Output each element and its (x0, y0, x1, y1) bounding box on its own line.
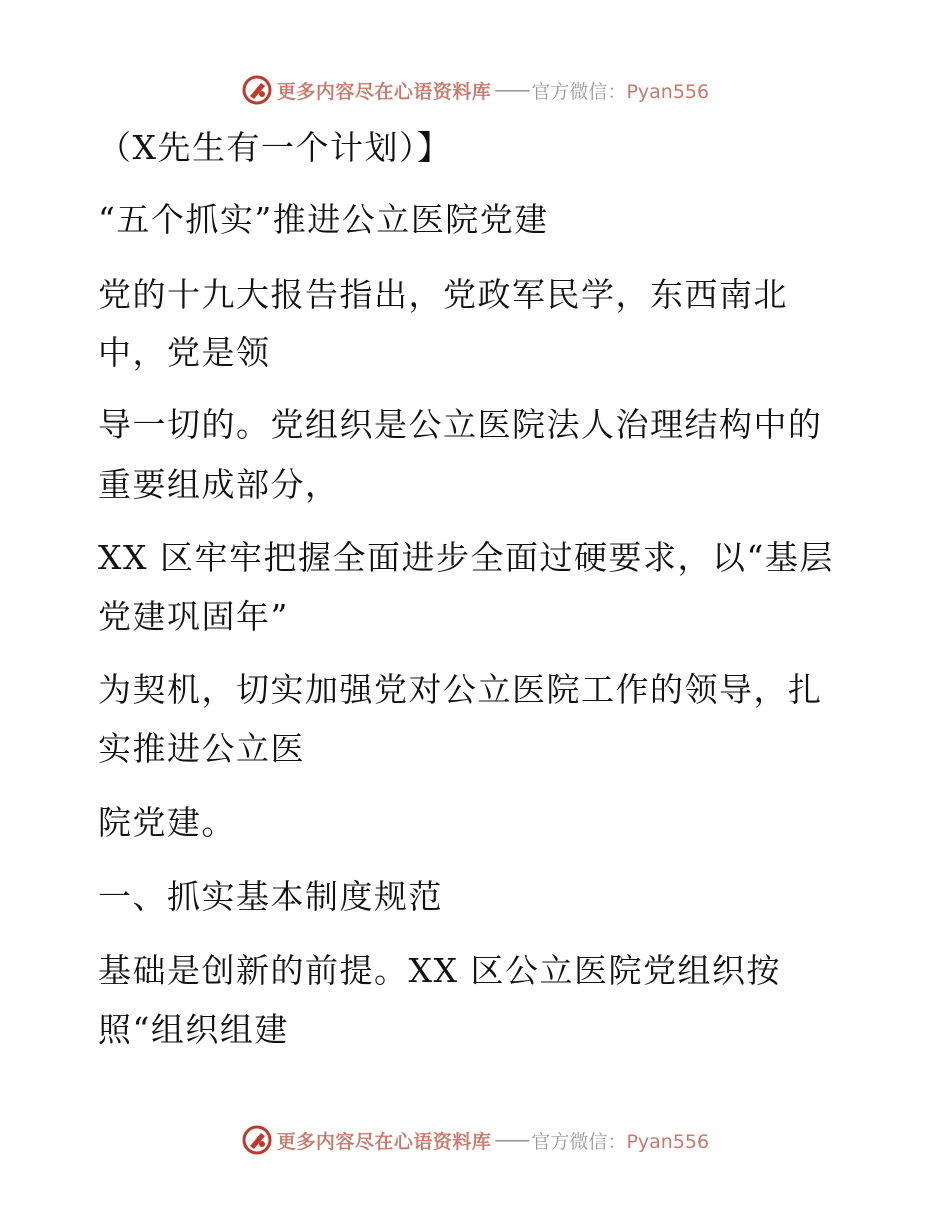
banner-account (531, 77, 709, 104)
brand-logo-icon (241, 74, 273, 106)
banner-account (531, 1127, 709, 1154)
body-line: 党建巩固年” (98, 597, 289, 636)
body-line: （X先生有一个计划）】 (98, 128, 452, 167)
body-line: “五个抓实”推进公立医院党建 (98, 200, 549, 239)
banner-account-id: Pyan556 (626, 80, 710, 103)
body-line: 院党建。 (98, 803, 236, 842)
body-line: 一、抓实基本制度规范 (98, 877, 443, 916)
banner-account-label: 官方微信： (531, 1130, 627, 1153)
banner-slogan: 更多内容尽在心语资料库 (276, 80, 492, 103)
body-line: 中，党是领 (98, 333, 271, 372)
body-line: 为契机，切实加强党对公立医院工作的领导，扎 (98, 670, 823, 709)
body-line: 导一切的。党组织是公立医院法人治理结构中的 (98, 405, 823, 444)
header-banner (0, 70, 950, 110)
banner-account-label: 官方微信： (531, 80, 627, 103)
footer-banner (0, 1120, 950, 1160)
body-line: 实推进公立医 (98, 729, 305, 768)
body-line: 重要组成部分， (98, 465, 340, 504)
banner-account-id: Pyan556 (626, 1130, 710, 1153)
body-line: 照“组织组建 (98, 1010, 289, 1049)
body-line: 党的十九大报告指出，党政军民学，东西南北 (98, 275, 788, 314)
banner-separator: —— (494, 1129, 529, 1151)
body-line: 基础是创新的前提。XX 区公立医院党组织按 (98, 951, 781, 990)
banner-slogan: 更多内容尽在心语资料库 (276, 1130, 492, 1153)
body-line: XX 区牢牢把握全面进步全面过硬要求，以“基层 (98, 538, 834, 577)
banner-separator: —— (494, 79, 529, 101)
brand-logo-icon (241, 1124, 273, 1156)
